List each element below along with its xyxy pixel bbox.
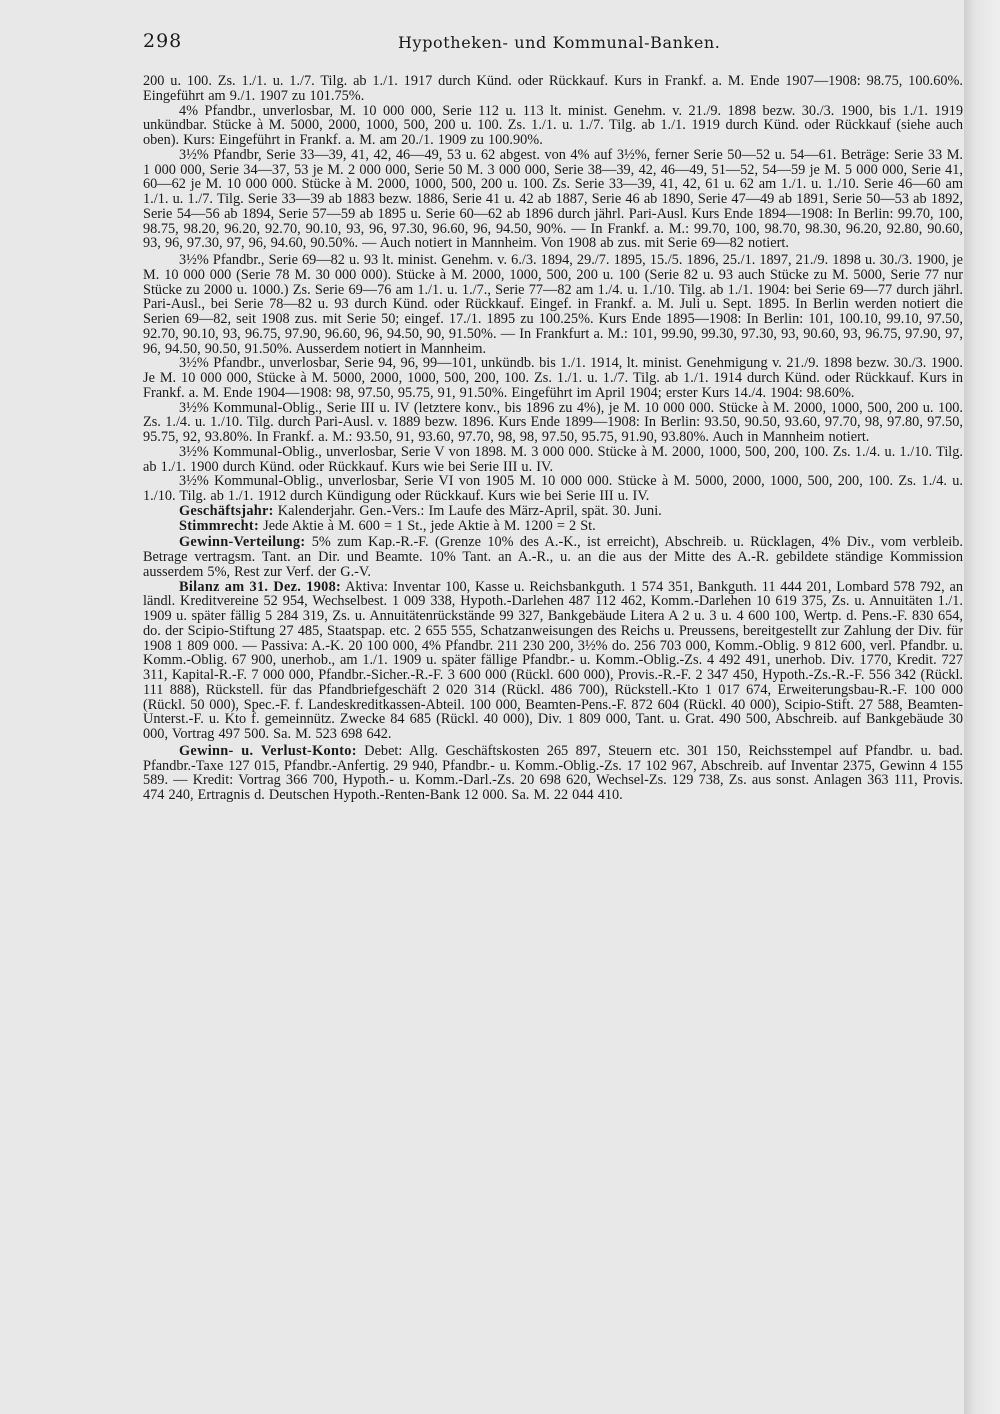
paragraph-4 — [143, 253, 963, 356]
paragraph-7 — [143, 445, 963, 475]
profit-loss-text: Debet: Allg. Geschäftskosten 265 897, Steuern etc. 301 150, Reichsstempel auf Pfandbr. u. bad. Pfandbr.-Taxe 127 015, Pfandbr.-Anfertig. 29 940, Pfandbr.- u. Komm.-Oblig.-Zs. 17 102 967, Abschreib. auf Inventar 2375, Gewinn 4 155 589. — Kredit: Vortrag 366 700, Hypoth.- u. Komm.-Darl.-Zs. 20 698 620, Wechsel-Zs. 129 738, Zs. aus sonst. Anlagen 363 111, Provis. 474 240, Ertragnis d. Deutschen Hypoth.-Renten-Bank 12 000. Sa. M. 22 044 410. — [143, 742, 963, 803]
paragraph-fiscal-year — [143, 504, 963, 519]
paragraph-5-text: 3½% Pfandbr., unverlosbar, Serie 94, 96, 99—101, unkündb. bis 1./1. 1914, lt. minist. Genehmigung v. 21./9. 1898 bezw. 30./3. 1900. Je M. 10 000 000, Stücke à M. 5000, 2000, 1000, 500, 200, 100. Zs. 1./1. u. 1./7. Tilg. ab 1./1. 1914 durch Künd. oder Rückkauf. Kurs in Frankf. a. M. Ende 1904—1908: 98, 97.50, 95.75, 91, 91.50%. Eingeführt im April 1904; erster Kurs 14./4. 1904: 98.60%. — [143, 355, 963, 401]
paragraph-1 — [143, 74, 963, 104]
paragraph-6 — [143, 401, 963, 445]
paragraph-3-text: 3½% Pfandbr, Serie 33—39, 41, 42, 46—49, 53 u. 62 abgest. von 4% auf 3½%, ferner Serie 50—52 u. 54—61. Beträge: Serie 33 M. 1 000 000, Serie 34—37, 53 je M. 2 000 000, Serie 50 M. 3 000 000, Serie 38—39, 42, 46—49, 51—52, 54—59 je M. 5 000 000, Serie 41, 60—62 je M. 10 000 000. Stücke à M. 2000, 1000, 500, 200 u. 100. Zs. Serie 33—39, 41, 42, 61 u. 62 am 1./1. u. 1./10. Serie 46—60 am 1./1. u. 1./7. Tilg. Serie 33—39 ab 1883 bezw. 1886, Serie 41 u. 42 ab 1887, Serie 46 ab 1890, Serie 47—49 ab 1891, Serie 50—53 ab 1892, Serie 54—56 ab 1894, Serie 57—59 ab 1895 u. Serie 60—62 ab 1896 durch jährl. Pari-Ausl. Kurs Ende 1894—1908: In Berlin: 99.70, 100, 98.75, 98.20, 96.20, 92.70, 90.10, 93, 96, 97.30, 96.60, 96, 94.50, 90%. — In Frankf. a. M.: 99.70, 100, 98.70, 98.30, 96.20, 92.80, 90.60, 93, 96, 97.30, 97, 96, 94.60, 90.50%. — Auch notiert in Mannheim. Von 1908 ab zus. mit Serie 69—82 notiert. — [143, 146, 963, 252]
paragraph-3 — [143, 148, 963, 251]
paragraph-2 — [143, 104, 963, 148]
page-header — [143, 30, 963, 58]
body-text — [143, 74, 963, 1394]
profit-distribution-text: 5% zum Kap.-R.-F. (Grenze 10% des A.-K., ist erreicht), Abschreib. u. Rücklagen, 4% Div., vom verbleib. Betrage vertragsm. Tant. an Dir. und Beamte. 10% Tant. an A.-R., u. an die aus der Mitte des A.-R. gebildete ständige Kommission ausserdem 5%, Rest zur Verf. der G.-V. — [143, 534, 963, 580]
paragraph-2-text: 4% Pfandbr., unverlosbar, M. 10 000 000, Serie 112 u. 113 lt. minist. Genehm. v. 21./9. 1898 bezw. 30./3. 1900, bis 1./1. 1919 unkündbar. Stücke à M. 5000, 2000, 1000, 500, 200 u. 100. Zs. 1./1. u. 1./7. Tilg. ab 1./1. 1919 durch Künd. oder Rückkauf (siehe auch oben). Kurs: Eingeführt in Frankf. a. M. am 20./1. 1909 zu 100.90%. — [143, 102, 963, 148]
paragraph-4-text: 3½% Pfandbr., Serie 69—82 u. 93 lt. minist. Genehm. v. 6./3. 1894, 29./7. 1895, 15./5. 1896, 25./1. 1897, 21./9. 1898 u. 30./3. 1900, je M. 10 000 000 (Serie 78 M. 30 000 000). Stücke à M. 2000, 1000, 500, 200 u. 100 (Serie 82 u. 93 auch Stücke zu M. 5000, Serie 77 nur Stücke zu 2000 u. 1000.) Zs. Serie 69—76 am 1./1. u. 1./7., Serie 77—82 am 1./4. u. 1./10. Tilg. ab 1./1. 1904: bei Serie 69—77 durch jährl. Pari-Ausl., bei Serie 78—82 u. 93 durch Künd. oder Rückkauf. Eingef. in Frankf. a. M. Juli u. Sept. 1895. In Berlin werden notiert die Serien 69—82, seit 1908 zus. mit Serie 50; eingef. 17./1. 1895 zu 100.25%. Kurs Ende 1895—1908: In Berlin: 101, 100.10, 99.10, 97.50, 92.70, 90.10, 93, 96.75, 97.90, 96.60, 96, 94.50, 90, 91.50%. — In Frankfurt a. M.: 101, 99.90, 99.30, 97.30, 93, 90.60, 93, 96.75, 97.90, 97, 96, 94.50, 90.50, 91.50%. Ausserdem notiert in Mannheim. — [143, 252, 963, 357]
paragraph-profit-loss — [143, 744, 963, 803]
page-edge-shadow — [964, 0, 1000, 1414]
voting-right-label: Stimmrecht: — [179, 517, 260, 534]
balance-sheet-text: Aktiva: Inventar 100, Kasse u. Reichsbankguth. 1 574 351, Bankguth. 11 444 201, Lombard 578 792, an ländl. Kreditvereine 52 954, Wechselbest. 1 009 338, Hypoth.-Darlehen 487 112 462, Komm.-Darlehen 10 619 375, Zs. u. Annuitäten 1./1. 1909 u. später fällig 5 284 319, Zs. u. Annuitätenrückstände 99 327, Bankgebäude Litera A 2 u. 3 u. 4 600 100, Wertp. d. Pens.-F. 830 654, do. der Scipio-Stiftung 27 485, Staatspap. etc. 2 655 555, Schatzanweisungen des Reichs u. Preussens, bereitgestellt zur Zahlung der Div. für 1908 1 809 000. — Passiva: A.-K. 20 100 000, 4% Pfandbr. 211 230 200, 3½% do. 256 703 000, Komm.-Oblig. 9 812 600, verl. Pfandbr. u. Komm.-Oblig. 67 900, unerhob., am 1./1. 1909 u. später fällige Pfandbr.- u. Komm.-Oblig.-Zs. 4 492 491, unerhob. Div. 1770, Kredit. 727 311, Kapital-R.-F. 7 000 000, Pfandbr.-Sicher.-R.-F. 3 600 000 (Rückl. 600 000), Provis.-R.-F. 2 347 450, Hypoth.-Zs.-R.-F. 556 342 (Rückl. 111 888), Rückstell. für das Pfandbriefgeschäft 2 020 314 (Rückl. 486 700), Rückstell.-Kto 1 017 674, Erweiterungsbau-R.-F. 100 000 (Rückl. 50 000), Spec.-F. f. Landeskreditkassen-Abteil. 100 000, Beamten-Pens.-F. 872 604 (Rückl. 40 000), Scipio-Stift. 27 588, Beamten-Unterst.-F. u. Kto f. gemeinnütz. Zwecke 84 685 (Rückl. 40 000), Div. 1 809 000, Tant. u. Grat. 490 500, Abschreib. auf Bankgebäude 30 000, Vortrag 497 500. Sa. M. 523 698 642. — [143, 578, 963, 742]
voting-right-text: Jede Aktie à M. 600 = 1 St., jede Aktie à M. 1200 = 2 St. — [259, 517, 596, 534]
fiscal-year-text: Kalenderjahr. Gen.-Vers.: Im Laufe des März-April, spät. 30. Juni. — [273, 502, 662, 519]
paragraph-7-text: 3½% Kommunal-Oblig., unverlosbar, Serie V von 1898. M. 3 000 000. Stücke à M. 2000, 1000, 500, 200, 100. Zs. 1./4. u. 1./10. Tilg. ab 1./1. 1900 durch Künd. oder Rückkauf. Kurs wie bei Serie III u. IV. — [143, 443, 963, 475]
fiscal-year-label: Geschäftsjahr: — [179, 502, 274, 519]
paragraph-balance-sheet — [143, 580, 963, 742]
paragraph-1-text: 200 u. 100. Zs. 1./1. u. 1./7. Tilg. ab 1./1. 1917 durch Künd. oder Rückkauf. Kurs in Frankf. a. M. Ende 1907—1908: 98.75, 100.60%. Eingeführt am 9./1. 1907 zu 101.75%. — [143, 74, 963, 104]
profit-distribution-label: Gewinn-Verteilung: — [179, 534, 306, 551]
paragraph-6-text: 3½% Kommunal-Oblig., Serie III u. IV (letztere konv., bis 1896 zu 4%), je M. 10 000 000. Stücke à M. 2000, 1000, 500, 200 u. 100. Zs. 1./4. u. 1./10. Tilg. durch Pari-Ausl. v. 1889 bezw. 1896. Kurs Ende 1899—1908: In Berlin: 93.50, 90.50, 93.60, 97.70, 98, 97.80, 97.50, 95.75, 92, 93.80%. In Frankf. a. M.: 93.50, 91, 93.60, 97.70, 98, 98, 97.50, 95.75, 91.90, 93.80%. Auch in Mannheim notiert. — [143, 399, 963, 445]
profit-loss-label: Gewinn- u. Verlust-Konto: — [179, 742, 357, 759]
paragraph-profit-distribution — [143, 535, 963, 579]
page-number: 298 — [143, 30, 183, 52]
running-title: Hypotheken- und Kommunal-Banken. — [398, 33, 721, 52]
balance-sheet-label: Bilanz am 31. Dez. 1908: — [179, 578, 342, 595]
paragraph-8 — [143, 474, 963, 504]
paragraph-5 — [143, 356, 963, 400]
paragraph-voting-right — [143, 519, 963, 534]
paragraph-8-text: 3½% Kommunal-Oblig., unverlosbar, Serie VI von 1905 M. 10 000 000. Stücke à M. 5000, 2000, 1000, 500, 200, 100. Zs. 1./4. u. 1./10. Tilg. ab 1./1. 1912 durch Kündigung oder Rückkauf. Kurs wie bei Serie III u. IV. — [143, 473, 963, 504]
